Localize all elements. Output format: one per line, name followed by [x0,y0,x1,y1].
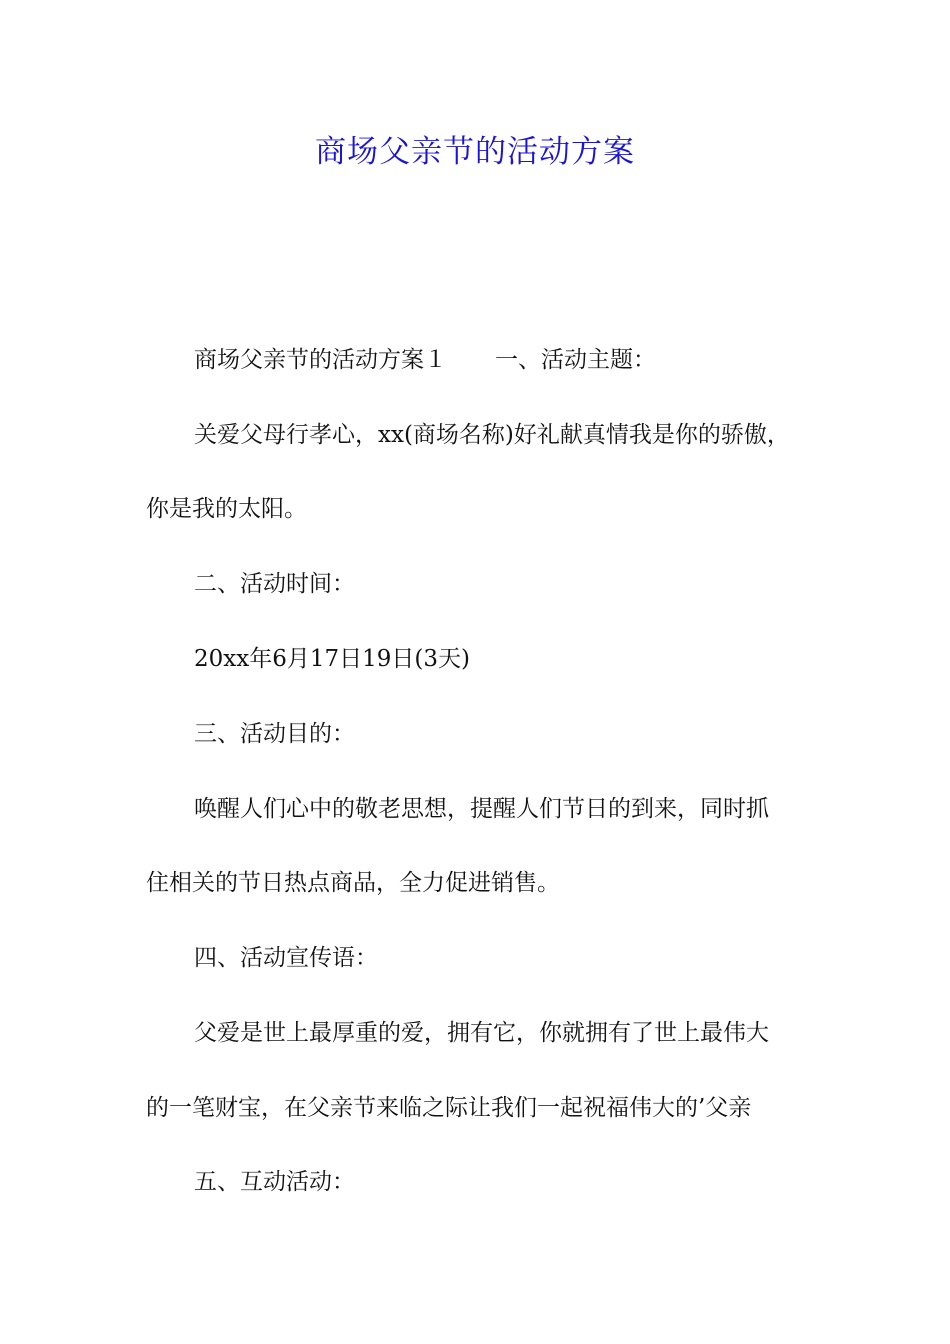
section-heading: 五、互动活动： [194,1169,355,1195]
paragraph-line: 住相关的节日热点商品，全力促进销售。 [146,870,560,896]
paragraph-line: 你是我的太阳。 [146,496,307,522]
section-heading: 二、活动时间： [194,571,355,597]
section-heading: 四、活动宣传语： [194,945,378,971]
section-heading: 三、活动目的： [194,721,355,747]
paragraph-line: 的一笔财宝，在父亲节来临之际让我们一起祝福伟大的’父亲 [146,1095,752,1121]
section-heading: 一、活动主题： [495,347,656,373]
heading-text: 商场父亲节的活动方案１ [194,347,447,373]
paragraph-line [194,342,656,378]
paragraph-line: 关爱父母行孝心，xx(商场名称)好礼献真情我是你的骄傲， [194,422,790,448]
paragraph-line: 父爱是世上最厚重的爱，拥有它，你就拥有了世上最伟大 [194,1020,769,1046]
paragraph-line: 唤醒人们心中的敬老思想，提醒人们节日的到来，同时抓 [194,796,769,822]
page-title: 商场父亲节的活动方案 [315,134,635,170]
paragraph-line: 20xx年6月17日19日(3天) [194,646,470,672]
